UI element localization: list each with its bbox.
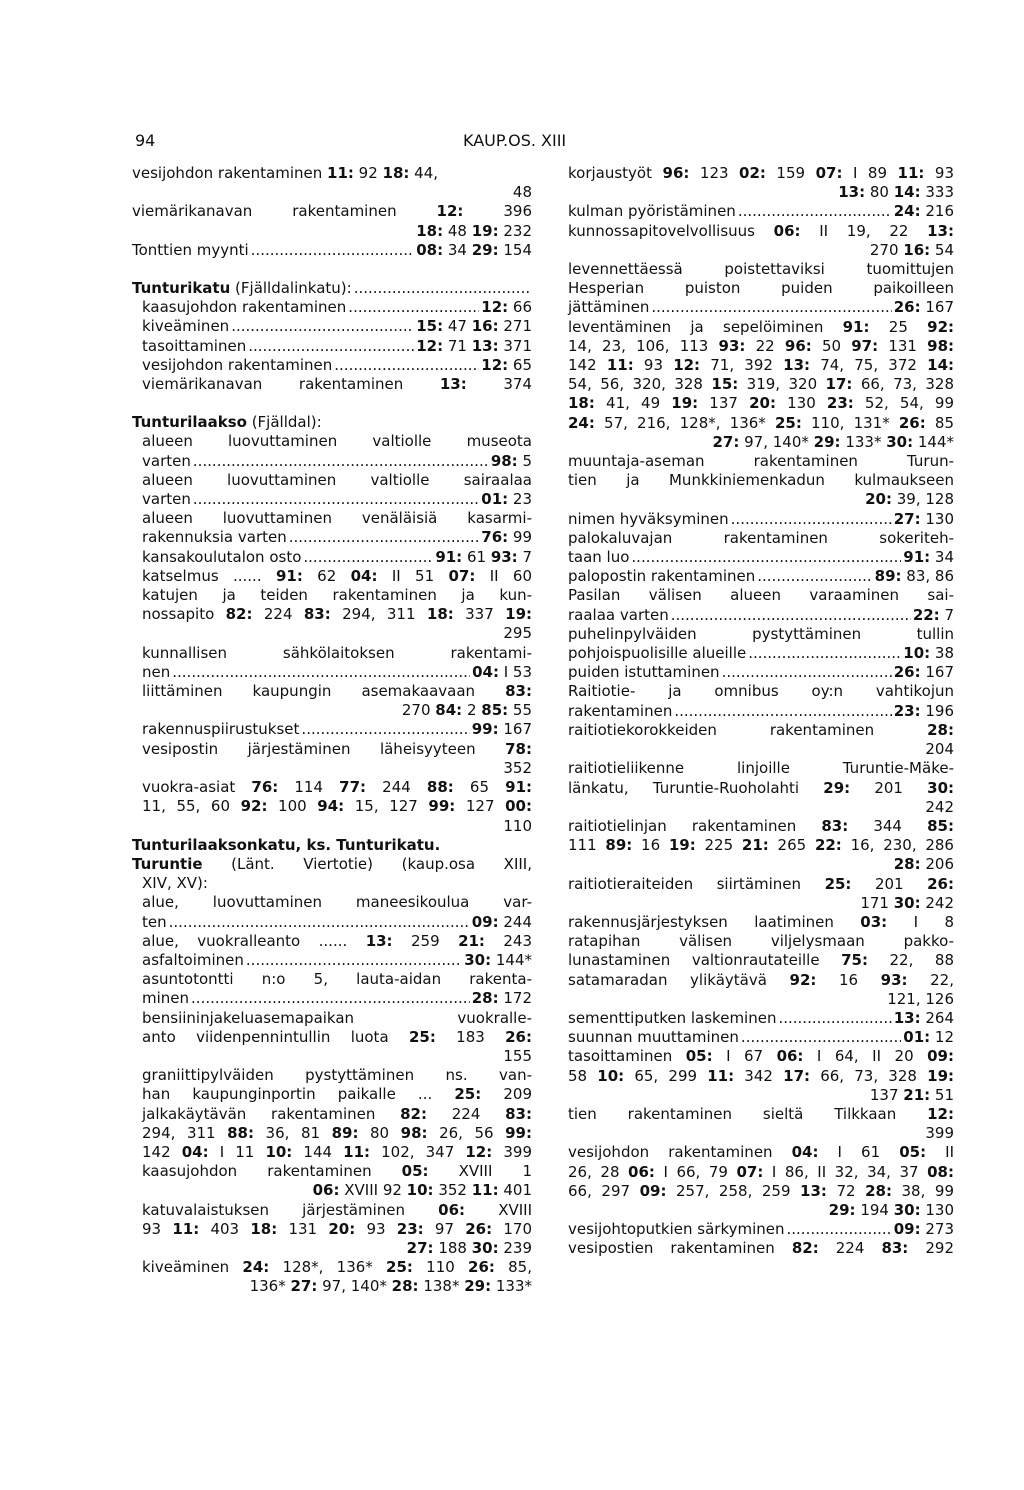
index-locator: 26: 167	[893, 298, 954, 317]
index-line	[568, 663, 954, 682]
left-column	[132, 164, 532, 1297]
index-term: jättäminen	[568, 298, 650, 317]
index-term: tasoittaminen	[142, 336, 247, 355]
index-locator: 89: 83, 86	[874, 567, 954, 586]
index-line: alue, vuokralleanto ...... 13: 259 21: 243	[142, 931, 532, 950]
index-term: kaasujohdon rakentaminen	[142, 298, 347, 317]
index-locator: 99: 167	[471, 720, 532, 739]
index-locator: 23: 196	[893, 701, 954, 720]
index-line	[132, 548, 532, 567]
index-locator: 91: 61 93: 7	[435, 547, 532, 566]
leader-dots	[651, 298, 891, 317]
index-locator: 09: 273	[893, 1220, 954, 1239]
index-term: raalaa varten	[568, 605, 669, 624]
leader-dots	[246, 951, 462, 970]
index-line	[568, 1009, 954, 1028]
index-line: anto viidenpennintullin luota 25: 183 26:	[142, 1027, 532, 1046]
entry-gap	[132, 260, 532, 279]
index-line	[568, 298, 954, 317]
index-line: 58 10: 65, 299 11: 342 17: 66, 73, 328 19:	[568, 1066, 955, 1085]
index-term: nimen hyväksyminen	[568, 509, 729, 528]
index-line: 270 84: 2 85: 55	[401, 701, 532, 720]
index-locator: 24: 216	[893, 202, 954, 221]
index-term: puiden istuttaminen	[568, 663, 720, 682]
index-line: 13: 80 14: 333	[838, 183, 954, 202]
index-line: kiveäminen 24: 128*, 136* 25: 110 26: 85,	[142, 1258, 532, 1277]
index-line: 270 16: 54	[869, 240, 954, 259]
leader-dots	[289, 528, 480, 547]
index-line	[568, 606, 954, 625]
index-locator: 15: 47 16: 271	[416, 317, 532, 336]
index-line: katujen ja teiden rakentaminen ja kun-	[142, 586, 532, 605]
index-line	[568, 548, 954, 567]
index-line	[132, 989, 532, 1008]
index-locator: 12: 65	[481, 355, 532, 374]
index-term: vesijohdon rakentaminen	[142, 355, 333, 374]
index-line: 18: 41, 49 19: 137 20: 130 23: 52, 54, 99	[568, 394, 955, 413]
index-line: 110	[503, 816, 532, 835]
index-locator: 04: I 53	[472, 662, 532, 681]
leader-dots	[251, 241, 415, 260]
index-line: Pasilan välisen alueen varaaminen sai-	[568, 586, 954, 605]
index-line: 27: 188 30: 239	[406, 1238, 532, 1257]
leader-dots	[741, 1028, 901, 1047]
index-locator: 01: 23	[481, 490, 532, 509]
index-line: Raitiotie- ja omnibus oy:n vahtikojun	[568, 682, 954, 701]
index-line: vuokra-asiat 76: 114 77: 244 88: 65 91:	[142, 778, 533, 797]
index-line	[132, 298, 532, 317]
page-number: 94	[135, 131, 156, 150]
index-line: 136* 27: 97, 140* 28: 138* 29: 133*	[249, 1277, 532, 1296]
index-line: 28: 206	[893, 855, 954, 874]
index-locator: 91: 34	[903, 548, 954, 567]
index-line: XIV, XV):	[142, 874, 208, 893]
index-locator: 13: 264	[893, 1008, 954, 1027]
entry-gap	[132, 394, 532, 413]
index-line: 54, 56, 320, 328 15: 319, 320 17: 66, 73, 328	[568, 375, 954, 394]
leader-dots	[303, 548, 433, 567]
leader-dots	[778, 1009, 891, 1028]
leader-dots	[191, 989, 470, 1008]
index-term: kiveäminen	[142, 317, 230, 336]
leader-dots	[193, 490, 479, 509]
index-line	[568, 1028, 954, 1047]
index-line: 93 11: 403 18: 131 20: 93 23: 97 26: 170	[142, 1219, 532, 1238]
index-line: lunastaminen valtionrautateille 75: 22, 88	[568, 951, 954, 970]
index-line: tien ja Munkkiniemenkadun kulmaukseen	[568, 471, 954, 490]
leader-dots	[748, 644, 901, 663]
index-line: Turuntie (Länt. Viertotie) (kaup.osa XIII,	[132, 854, 532, 873]
index-locator: 10: 38	[903, 644, 954, 663]
index-line: nossapito 82: 224 83: 294, 311 18: 337 19:	[142, 605, 533, 624]
leader-dots	[631, 548, 901, 567]
index-line: rakennusjärjestyksen laatiminen 03: I 8	[568, 912, 954, 931]
index-line: 142 11: 93 12: 71, 392 13: 74, 75, 372 14:	[568, 356, 955, 375]
index-line: alueen luovuttaminen valtiolle sairaalaa	[142, 470, 532, 489]
index-term: sementtiputken laskeminen	[568, 1008, 777, 1027]
index-line: 66, 297 09: 257, 258, 259 13: 72 28: 38, 99	[568, 1181, 954, 1200]
right-column	[568, 164, 954, 1259]
index-line	[568, 1220, 954, 1239]
index-line: satamaradan ylikäytävä 92: 16 93: 22,	[568, 970, 954, 989]
leader-dots	[671, 606, 911, 625]
index-term: rakennuksia varten	[142, 528, 287, 547]
leader-dots	[757, 567, 872, 586]
leader-dots	[172, 663, 470, 682]
index-line	[132, 528, 532, 547]
index-line: kaasujohdon rakentaminen 05: XVIII 1	[142, 1162, 533, 1181]
index-line	[132, 279, 532, 298]
index-line	[568, 702, 954, 721]
leader-dots	[738, 202, 892, 221]
index-line: Tunturilaaksonkatu, ks. Tunturikatu.	[132, 835, 441, 854]
leader-dots	[231, 317, 414, 336]
index-line: 204	[925, 740, 954, 759]
index-term: suunnan muuttaminen	[568, 1028, 739, 1047]
index-line: kunnossapitovelvollisuus 06: II 19, 22 13:	[568, 221, 954, 240]
index-term: ten	[142, 912, 167, 931]
index-line: katselmus ...... 91: 62 04: II 51 07: II 60	[142, 566, 532, 585]
index-locator: 28: 172	[471, 989, 532, 1008]
leader-dots	[334, 356, 479, 375]
leader-dots	[354, 279, 530, 298]
index-line: viemärikanavan rakentaminen 12: 396	[132, 202, 532, 221]
index-term: rakentaminen	[568, 701, 673, 720]
leader-dots	[722, 663, 892, 682]
index-term: kansakoulutalon osto	[142, 547, 302, 566]
index-term: rakennuspiirustukset	[142, 720, 300, 739]
index-line: graniittipylväiden pystyttäminen ns. van-	[142, 1066, 532, 1085]
index-line	[132, 951, 532, 970]
index-line: 06: XVIII 92 10: 352 11: 401	[312, 1181, 532, 1200]
index-line: 11, 55, 60 92: 100 94: 15, 127 99: 127 00:	[142, 797, 532, 816]
index-locator: 30: 144*	[464, 950, 532, 969]
index-line: 295	[503, 624, 532, 643]
index-line: 111 89: 16 19: 225 21: 265 22: 16, 230, 286	[568, 836, 954, 855]
index-line: muuntaja-aseman rakentaminen Turun-	[568, 452, 954, 471]
index-line	[132, 490, 532, 509]
index-line: 137 21: 51	[869, 1085, 954, 1104]
index-line	[132, 241, 532, 260]
index-line	[568, 510, 954, 529]
index-line: 352	[503, 758, 532, 777]
running-head: KAUP.OS. XIII	[463, 131, 567, 150]
index-term: vesijohtoputkien särkyminen	[568, 1220, 785, 1239]
leader-dots	[787, 1220, 892, 1239]
index-line: 142 04: I 11 10: 144 11: 102, 347 12: 399	[142, 1142, 532, 1161]
index-line: 399	[925, 1124, 954, 1143]
index-line: tien rakentaminen sieltä Tilkkaan 12:	[568, 1104, 954, 1123]
index-line: 26, 28 06: I 66, 79 07: I 86, II 32, 34, 37 08:	[568, 1162, 954, 1181]
index-line	[132, 663, 532, 682]
index-line: 27: 97, 140* 29: 133* 30: 144*	[712, 432, 954, 451]
index-line: alue, luovuttaminen maneesikoulua var-	[142, 893, 532, 912]
index-locator: 22: 7	[912, 605, 954, 624]
index-line: 171 30: 242	[860, 893, 954, 912]
index-locator: 76: 99	[481, 528, 532, 547]
index-term: pohjoispuolisille alueille	[568, 644, 747, 663]
index-line: raitiotieraiteiden siirtäminen 25: 201 26:	[568, 874, 954, 893]
index-locator: 26: 167	[893, 663, 954, 682]
index-line: 48	[512, 183, 532, 202]
index-line: raitiotielinjan rakentaminen 83: 344 85:	[568, 816, 954, 835]
index-line: 294, 311 88: 36, 81 89: 80 98: 26, 56 99:	[142, 1123, 532, 1142]
index-line: han kaupunginportin paikalle ... 25: 209	[142, 1085, 532, 1104]
leader-dots	[731, 510, 892, 529]
index-locator: 12: 66	[481, 298, 532, 317]
index-locator: 09: 244	[471, 912, 532, 931]
index-term: Tunturikatu (Fjälldalinkatu):	[132, 279, 352, 298]
index-line	[568, 202, 954, 221]
index-line: 20: 39, 128	[865, 490, 954, 509]
index-locator: 08: 34 29: 154	[416, 240, 532, 259]
index-term: minen	[142, 989, 190, 1008]
index-line: alueen luovuttaminen venäläisiä kasarmi-	[142, 509, 532, 528]
index-term: palopostin rakentaminen	[568, 567, 756, 586]
index-line: Tunturilaakso (Fjälldal):	[132, 413, 322, 432]
index-term: nen	[142, 662, 171, 681]
index-line: 29: 194 30: 130	[828, 1200, 954, 1219]
index-line	[132, 317, 532, 336]
index-line	[132, 913, 532, 932]
leader-dots	[348, 298, 479, 317]
index-line: 18: 48 19: 232	[416, 221, 532, 240]
index-line: levennettäessä poistettaviksi tuomittujen	[568, 260, 954, 279]
index-line: liittäminen kaupungin asemakaavaan 83:	[142, 682, 532, 701]
index-line	[132, 452, 532, 471]
index-line: tasoittaminen 05: I 67 06: I 64, II 20 09:	[568, 1047, 954, 1066]
index-line: 14, 23, 106, 113 93: 22 96: 50 97: 131 98:	[568, 336, 955, 355]
index-line: puhelinpylväiden pystyttäminen tullin	[568, 624, 954, 643]
index-locator: 12: 71 13: 371	[416, 336, 532, 355]
index-line: länkatu, Turuntie-Ruoholahti 29: 201 30:	[568, 778, 955, 797]
index-line: 155	[503, 1046, 532, 1065]
index-line: raitiotiekorokkeiden rakentaminen 28:	[568, 720, 954, 739]
leader-dots	[674, 702, 891, 721]
index-line: katuvalaistuksen järjestäminen 06: XVIII	[142, 1200, 532, 1219]
index-line: leventäminen ja sepelöiminen 91: 25 92:	[568, 317, 955, 336]
index-locator: 98: 5	[490, 451, 532, 470]
index-line: 24: 57, 216, 128*, 136* 25: 110, 131* 26: 85	[568, 413, 954, 432]
index-line	[568, 644, 954, 663]
index-line: raitiotieliikenne linjoille Turuntie-Mäke-	[568, 759, 954, 778]
index-term: asfaltoiminen	[142, 950, 244, 969]
leader-dots	[248, 337, 414, 356]
index-term: kulman pyöristäminen	[568, 202, 736, 221]
index-term: Tonttien myynti	[132, 240, 249, 259]
index-term: varten	[142, 490, 191, 509]
index-line: bensiininjakeluasemapaikan vuokralle-	[142, 1008, 532, 1027]
index-line: vesijohdon rakentaminen 04: I 61 05: II	[568, 1143, 954, 1162]
index-line: asuntotontti n:o 5, lauta-aidan rakenta-	[142, 970, 532, 989]
index-line	[568, 567, 954, 586]
leader-dots	[193, 452, 489, 471]
index-line: vesipostien rakentaminen 82: 224 83: 292	[568, 1239, 954, 1258]
index-line: ratapihan välisen viljelysmaan pakko-	[568, 932, 954, 951]
index-line: korjaustyöt 96: 123 02: 159 07: I 89 11: 93	[568, 164, 954, 182]
index-line: kunnallisen sähkölaitoksen rakentami-	[142, 643, 532, 662]
index-line	[132, 356, 532, 375]
index-line	[132, 720, 532, 739]
leader-dots	[301, 720, 469, 739]
index-locator: 27: 130	[893, 509, 954, 528]
index-line: 242	[925, 797, 954, 816]
index-term: varten	[142, 451, 191, 470]
index-locator: 01: 12	[903, 1028, 954, 1047]
index-line: alueen luovuttaminen valtiolle museota	[142, 432, 532, 451]
index-line: viemärikanavan rakentaminen 13: 374	[142, 375, 532, 394]
index-line: palokaluvajan rakentaminen sokeriteh-	[568, 528, 954, 547]
leader-dots	[169, 913, 470, 932]
index-line: 121, 126	[887, 989, 954, 1008]
index-line: vesipostin järjestäminen läheisyyteen 78:	[142, 739, 532, 758]
index-line: jalkakäytävän rakentaminen 82: 224 83:	[142, 1104, 532, 1123]
index-line: vesijohdon rakentaminen 11: 92 18: 44,	[132, 164, 439, 182]
index-line	[132, 337, 532, 356]
index-term: taan luo	[568, 548, 630, 567]
index-line: Hesperian puiston puiden paikoilleen	[568, 279, 954, 298]
